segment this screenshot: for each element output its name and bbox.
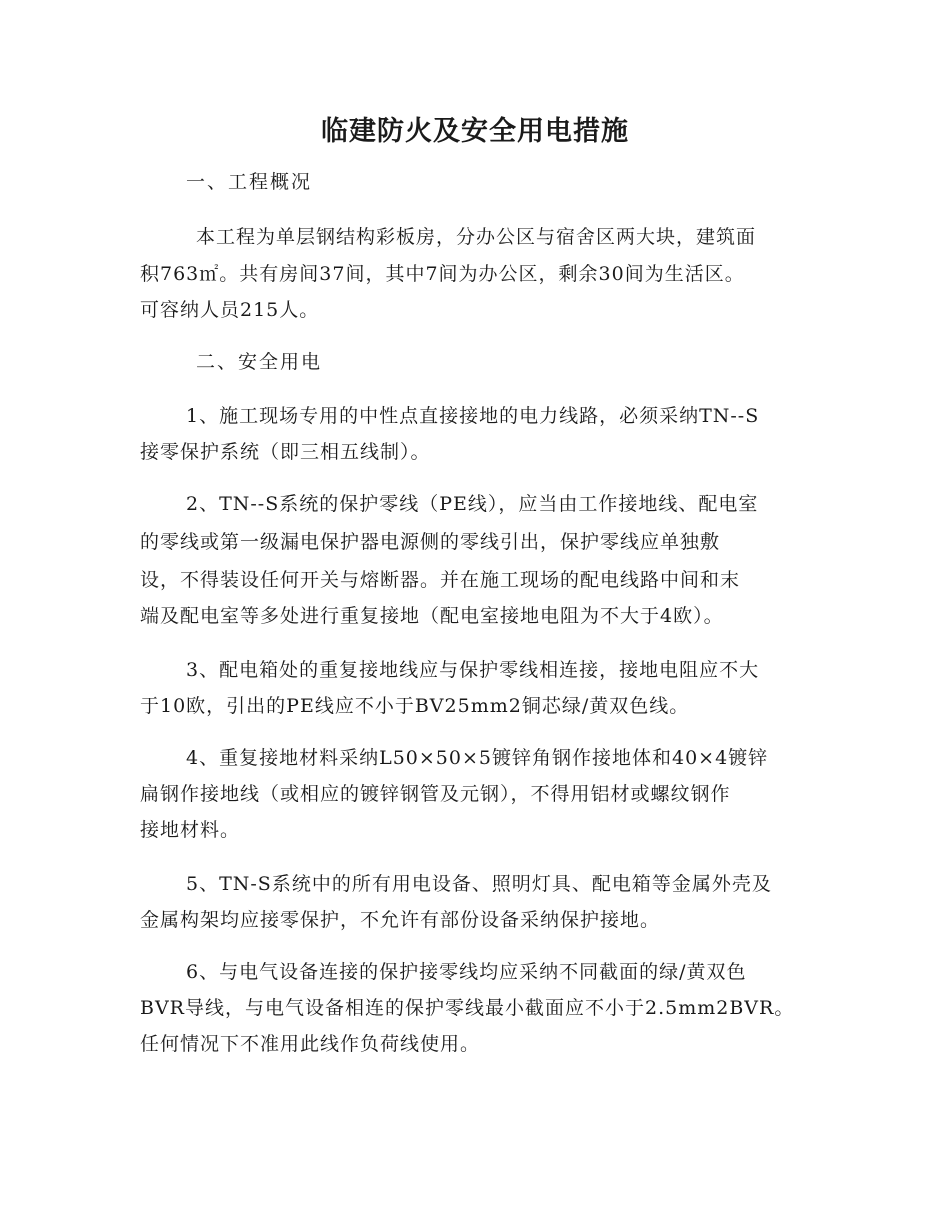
paragraph-line: 2、TN--S系统的保护零线（PE线），应当由工作接地线、配电室	[186, 493, 759, 515]
paragraph-line: 本工程为单层钢结构彩板房，分办公区与宿舍区两大块，建筑面	[196, 226, 757, 248]
paragraph-line: 扁钢作接地线（或相应的镀锌钢管及元钢），不得用铝材或螺纹钢作	[140, 783, 731, 805]
paragraph-line: 可容纳人员215人。	[140, 299, 320, 321]
paragraph-line: 6、与电气设备连接的保护接零线均应采纳不同截面的绿/黄双色	[186, 961, 747, 983]
paragraph-line: 1、施工现场专用的中性点直接接地的电力线路，必须采纳TN--S	[186, 405, 760, 427]
section-heading-overview: 一、工程概况	[186, 171, 313, 193]
paragraph-line: 4、重复接地材料采纳L50×50×5镀锌角钢作接地体和40×4镀锌	[186, 747, 769, 769]
section-heading-electrical-safety: 二、安全用电	[196, 351, 323, 373]
paragraph-line: 端及配电室等多处进行重复接地（配电室接地电阻为不大于4欧）。	[140, 605, 724, 627]
document-title: 临建防火及安全用电措施	[321, 116, 629, 147]
paragraph-line: 的零线或第一级漏电保护器电源侧的零线引出，保护零线应单独敷	[140, 531, 721, 553]
paragraph-line: 设，不得装设任何开关与熔断器。并在施工现场的配电线路中间和末	[140, 569, 741, 591]
paragraph-line: 于10欧，引出的PE线应不小于BV25mm2铜芯绿/黄双色线。	[140, 695, 690, 717]
paragraph-line: 接地材料。	[140, 819, 241, 841]
paragraph-line: 金属构架均应接零保护，不允许有部份设备采纳保护接地。	[140, 909, 661, 931]
paragraph-line: BVR导线，与电气设备相连的保护零线最小截面应不小于2.5mm2BVR。	[140, 997, 795, 1019]
paragraph-line: 接零保护系统（即三相五线制）。	[140, 441, 431, 463]
paragraph-line: 5、TN-S系统中的所有用电设备、照明灯具、配电箱等金属外壳及	[186, 873, 772, 895]
paragraph-line: 3、配电箱处的重复接地线应与保护零线相连接，接地电阻应不大	[186, 659, 760, 681]
paragraph-line: 积763㎡。共有房间37间，其中7间为办公区，剩余30间为生活区。	[140, 263, 745, 285]
paragraph-line: 任何情况下不准用此线作负荷线使用。	[140, 1033, 481, 1055]
